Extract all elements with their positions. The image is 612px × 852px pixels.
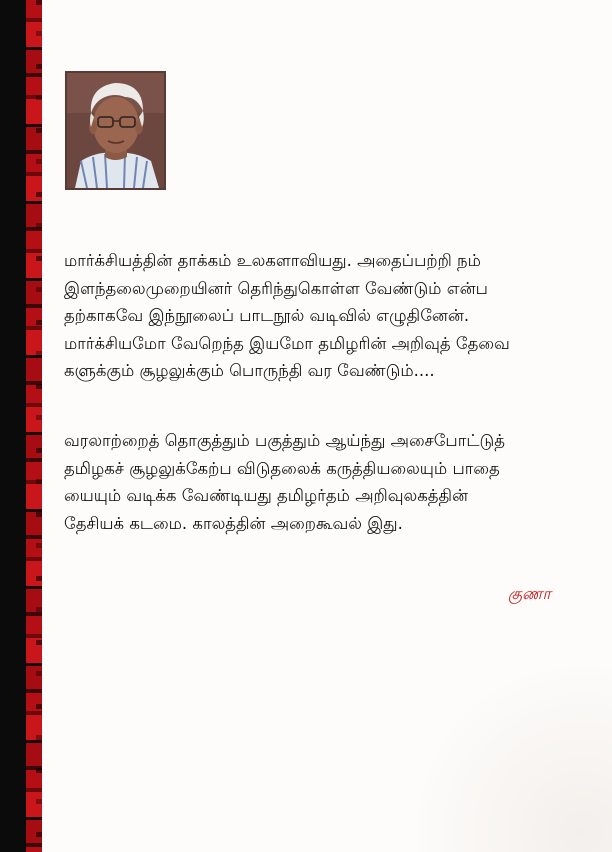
paragraph-2-line: வரலாற்றைத் தொகுத்தும் பகுத்தும் ஆய்ந்து அசைபோட்டுத் [64,431,505,450]
author-photo [65,71,166,190]
paragraph-2-line: யையும் வடிக்க வேண்டியது தமிழர்தம் அறிவுலகத்தின் [64,486,469,505]
paragraph-2 [64,427,584,537]
paragraph-1-line: மார்க்சியமோ வேறெந்த இயமோ தமிழரின் அறிவுத் தேவை [64,333,510,353]
paragraph-1-line: தற்காகவே இந்நூலைப் பாடநூல் வடிவில் எழுதினேன். [64,306,470,325]
paragraph-2-line: தமிழகச் சூழலுக்கேற்ப விடுதலைக் கருத்தியலையும் பாதை [64,458,500,478]
background-texture [412,652,612,852]
left-black-border [0,0,26,852]
paragraph-2-line: தேசியக் கடமை. காலத்தின் அறைகூவல் இது. [64,513,403,533]
paragraph-1 [64,247,584,385]
author-portrait-icon [67,73,164,188]
paragraph-1-line: களுக்கும் சூழலுக்கும் பொருந்தி வர வேண்டும்.... [64,361,435,380]
paragraph-1-line: மார்க்சியத்தின் தாக்கம் உலகளாவியது. அதைப்பற்றி நம் [64,251,481,270]
red-grunge-strip [26,0,42,852]
author-signature: குணா [508,584,551,603]
paragraph-1-line: இளந்தலைமுறையினர் தெரிந்துகொள்ள வேண்டும் என்ப [64,278,488,298]
